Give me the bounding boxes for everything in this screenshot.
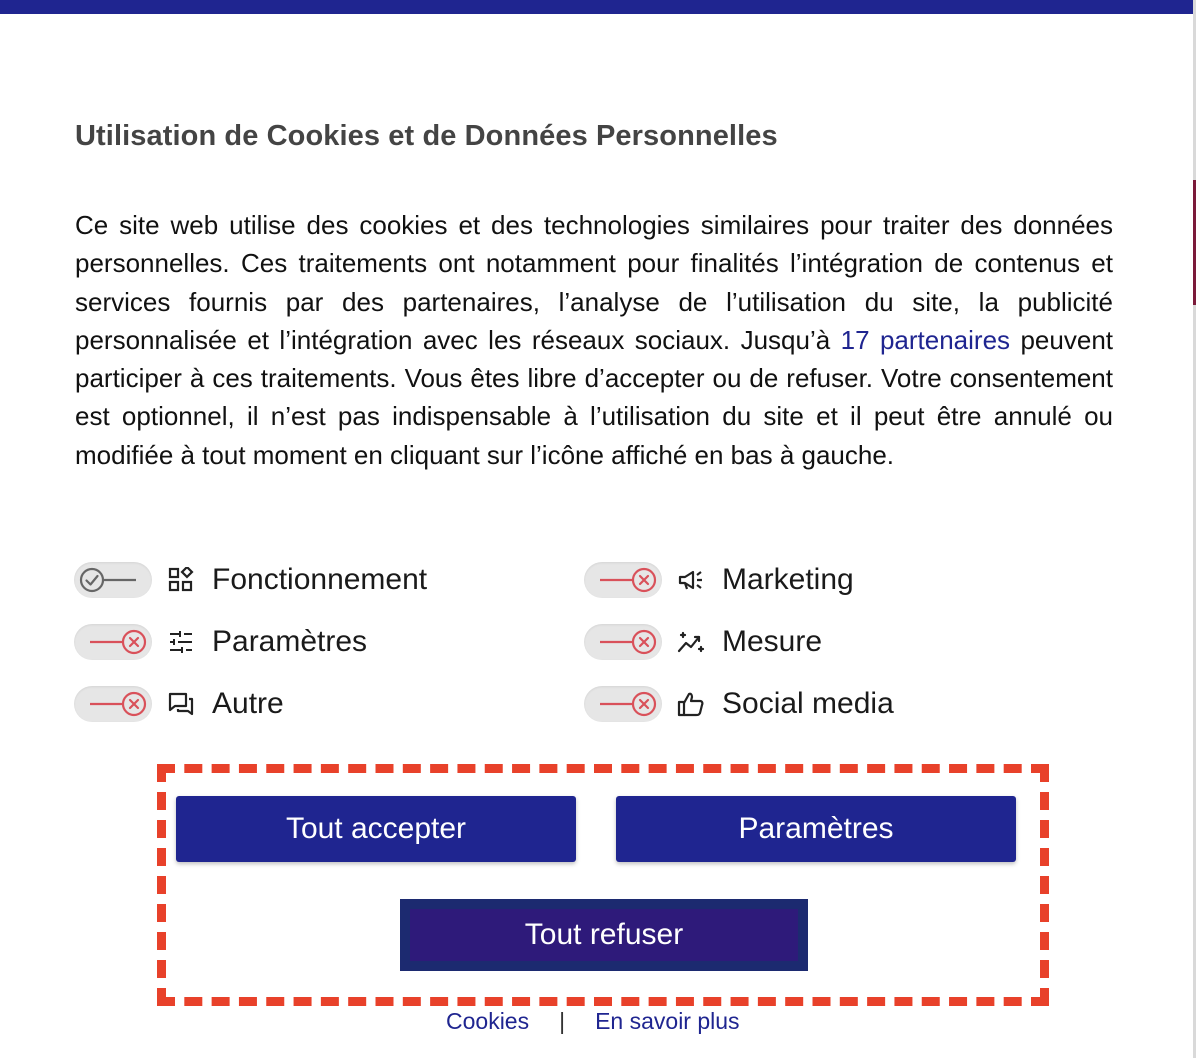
megaphone-icon — [676, 565, 706, 595]
purpose-parametres — [74, 622, 367, 662]
grid-icon — [166, 565, 196, 595]
purpose-label: Autre — [212, 687, 284, 720]
cookies-link[interactable]: Cookies — [446, 1008, 530, 1034]
top-accent-bar — [0, 0, 1196, 14]
purpose-toggles — [74, 560, 934, 730]
purpose-label: Fonctionnement — [212, 563, 428, 596]
analytics-sparkle-icon — [676, 627, 706, 657]
purpose-marketing — [584, 560, 854, 600]
purpose-autre — [74, 684, 284, 724]
purpose-label: Marketing — [722, 563, 854, 596]
toggle-parametres[interactable] — [74, 624, 152, 660]
toggle-marketing[interactable] — [584, 562, 662, 598]
toggle-mesure[interactable] — [584, 624, 662, 660]
toggle-fonctionnement[interactable] — [74, 562, 152, 598]
purpose-label: Mesure — [722, 625, 823, 658]
toggle-autre[interactable] — [74, 686, 152, 722]
toggle-social-media[interactable] — [584, 686, 662, 722]
chat-bubbles-icon — [166, 689, 196, 719]
purpose-social-media — [584, 684, 894, 724]
thumbs-up-icon — [676, 689, 706, 719]
description-text-2: peuvent participer à ces traitements. Vous êtes libre d’accepter ou de refuser. Votre consentement est optionnel, il n’est pas indispensable à l’utilisation du site et il peut être annulé ou modifiée à tout moment en cliquant sur l’icône affiché en bas à gauche. — [75, 324, 1113, 470]
purpose-fonctionnement — [74, 560, 427, 600]
description-text-1: Ce site web utilise des cookies et des technologies similaires pour traiter des données personnelles. Ces traitements ont notamment pour finalités l’intégration de contenus et services fournis par des partenaires, l’analyse de l’utilisation du site, la publicité personnalisée et l’intégration avec les réseaux sociaux. Jusqu’à — [75, 210, 1113, 355]
refuse-all-button[interactable]: Tout refuser — [400, 899, 808, 971]
footer-separator: | — [559, 1008, 566, 1034]
accept-all-button[interactable]: Tout accepter — [176, 796, 576, 862]
settings-button[interactable]: Paramètres — [616, 796, 1016, 862]
learn-more-link[interactable]: En savoir plus — [595, 1008, 740, 1034]
footer-links — [446, 1008, 740, 1035]
purpose-mesure — [584, 622, 822, 662]
purpose-label: Paramètres — [212, 625, 368, 658]
dialog-description — [75, 206, 1113, 474]
sliders-icon — [166, 627, 196, 657]
dialog-title: Utilisation de Cookies et de Données Personnelles — [75, 120, 778, 152]
partners-link[interactable]: 17 partenaires — [840, 324, 1011, 355]
purpose-label: Social media — [722, 687, 894, 720]
